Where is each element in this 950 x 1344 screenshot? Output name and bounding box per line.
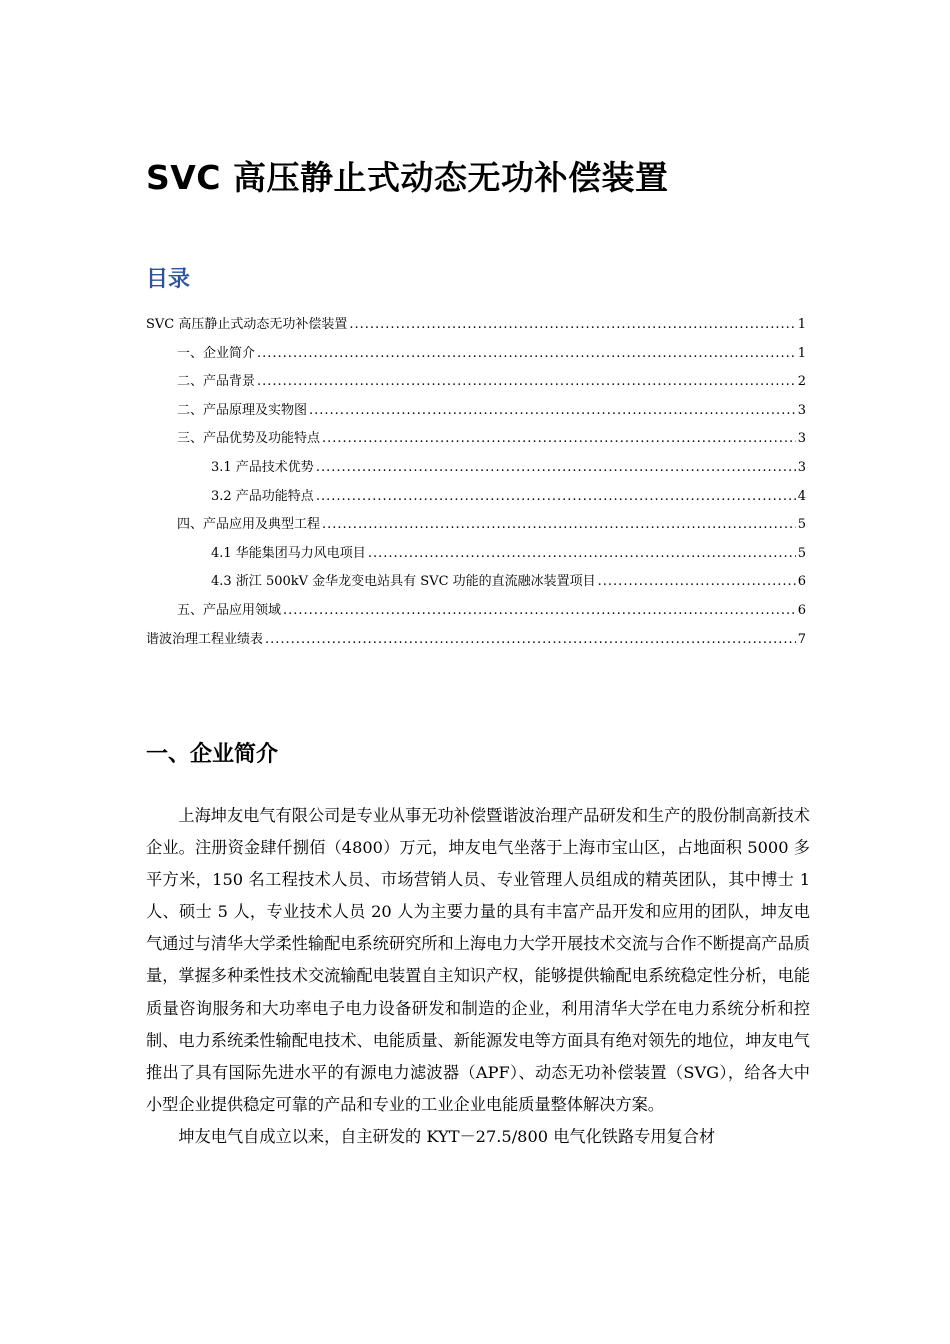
table-of-contents	[146, 311, 806, 654]
toc-leader-dots	[257, 368, 796, 397]
toc-entry[interactable]	[146, 397, 806, 426]
toc-entry-page: 5	[797, 545, 806, 561]
toc-entry-text: 二、产品背景	[177, 374, 256, 390]
toc-entry-text: 一、企业简介	[177, 345, 256, 361]
toc-entry[interactable]	[146, 425, 806, 454]
toc-entry[interactable]	[146, 511, 806, 540]
toc-entry-page: 3	[797, 459, 806, 475]
toc-entry-text: 三、产品优势及功能特点	[177, 431, 321, 447]
toc-entry-text: 4.3 浙江 500kV 金华龙变电站具有 SVC 功能的直流融冰装置项目	[211, 574, 596, 590]
toc-entry-page: 4	[797, 488, 806, 504]
toc-leader-dots	[598, 568, 796, 597]
toc-leader-dots	[283, 597, 796, 626]
toc-entry-text: 3.1 产品技术优势	[211, 459, 314, 475]
toc-entry-text: 3.2 产品功能特点	[211, 488, 314, 504]
toc-entry-page: 7	[797, 631, 806, 647]
toc-leader-dots	[257, 340, 796, 369]
toc-entry-page: 3	[797, 431, 806, 447]
toc-entry[interactable]	[146, 540, 806, 569]
section-body	[146, 800, 810, 1153]
toc-entry[interactable]	[146, 454, 806, 483]
toc-entry-text: 谐波治理工程业绩表	[146, 631, 264, 647]
toc-leader-dots	[368, 540, 796, 569]
section-heading: 一、企业简介	[146, 742, 279, 767]
toc-entry-page: 6	[797, 602, 806, 618]
toc-leader-dots	[316, 454, 796, 483]
toc-entry-page: 6	[797, 574, 806, 590]
toc-entry-text: SVC 高压静止式动态无功补偿装置	[146, 317, 348, 332]
toc-entry-text: 二、产品原理及实物图	[177, 402, 308, 418]
toc-leader-dots	[316, 483, 796, 512]
toc-leader-dots	[265, 626, 796, 655]
toc-entry[interactable]	[146, 483, 806, 512]
toc-leader-dots	[322, 511, 796, 540]
toc-leader-dots	[349, 311, 795, 340]
toc-entry[interactable]	[146, 340, 806, 369]
toc-entry[interactable]	[146, 368, 806, 397]
toc-entry[interactable]	[146, 311, 806, 340]
toc-leader-dots	[309, 397, 796, 426]
toc-entry-page: 1	[797, 345, 806, 361]
body-paragraph: 上海坤友电气有限公司是专业从事无功补偿暨谐波治理产品研发和生产的股份制高新技术企业。注册资金肆仟捌佰（4800）万元，坤友电气坐落于上海市宝山区，占地面积 5000 多平方米，150 名工程技术人员、市场营销人员、专业管理人员组成的精英团队，其中博士 1 人、硕士 5 人，专业技术人员 20 人为主要力量的具有丰富产品开发和应用的团队，坤友电气通过与清华大学柔性输配电系统研究所和上海电力大学开展技术交流与合作不断提高产品质量，掌握多种柔性技术交流输配电装置自主知识产权，能够提供输配电系统稳定性分析，电能质量咨询服务和大功率电子电力设备研发和制造的企业，利用清华大学在电力系统分析和控制、电力系统柔性输配电技术、电能质量、新能源发电等方面具有绝对领先的地位，坤友电气推出了具有国际先进水平的有源电力滤波器（APF）、动态无功补偿装置（SVG），给各大中小型企业提供稳定可靠的产品和专业的工业企业电能质量整体解决方案。	[146, 806, 810, 1114]
toc-entry[interactable]	[146, 626, 806, 655]
toc-entry-page: 2	[797, 374, 806, 390]
toc-entry-text: 4.1 华能集团马力风电项目	[211, 545, 366, 561]
toc-entry-page: 5	[797, 517, 806, 533]
toc-leader-dots	[322, 425, 796, 454]
toc-heading: 目录	[146, 267, 191, 292]
toc-entry[interactable]	[146, 568, 806, 597]
toc-entry[interactable]	[146, 597, 806, 626]
toc-entry-page: 1	[797, 317, 806, 332]
toc-entry-page: 3	[797, 402, 806, 418]
toc-entry-text: 四、产品应用及典型工程	[177, 517, 321, 533]
document-title: SVC 高压静止式动态无功补偿装置	[146, 158, 669, 197]
toc-entry-text: 五、产品应用领域	[177, 602, 282, 618]
body-paragraph: 坤友电气自成立以来，自主研发的 KYT－27.5/800 电气化铁路专用复合材	[178, 1126, 716, 1146]
